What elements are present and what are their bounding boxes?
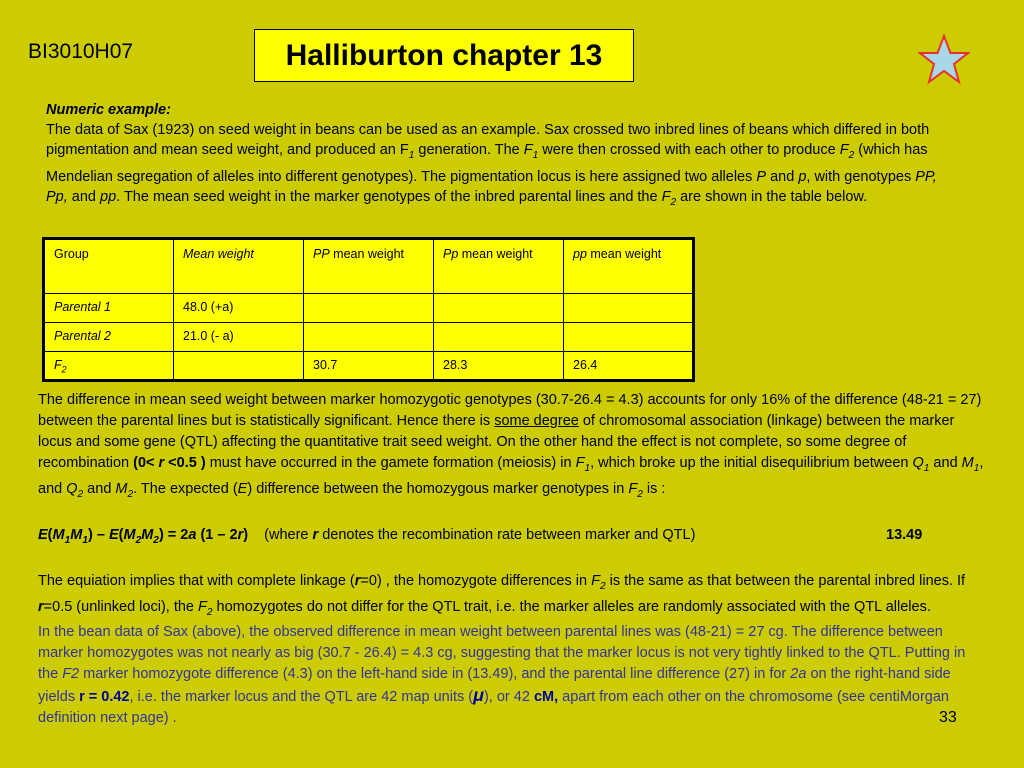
table-row [44, 323, 694, 352]
equation-line: $E(M_1M_1) - E(M_2M_2) = 2a$ (1 – 2r) (where r denotes the recombination rate between marker and QTL) 13.49 [38, 526, 923, 546]
table-cell: 26.4 [564, 352, 694, 381]
header-pp-lower: pp mean weight [564, 239, 694, 294]
page-number: 33 [939, 709, 957, 726]
intro-heading: Numeric example: [46, 102, 171, 118]
table-cell [304, 294, 434, 323]
header-mean-weight: Mean weight [174, 239, 304, 294]
title-box [254, 29, 634, 82]
table-row [44, 294, 694, 323]
table-cell: Parental 1 [44, 294, 174, 323]
page-title: Halliburton chapter 13 [285, 39, 603, 72]
table-cell: 21.0 (- a) [174, 323, 304, 352]
course-code: BI3010H07 [28, 40, 134, 63]
table-cell [174, 352, 304, 381]
data-table [42, 237, 695, 382]
table-cell: 28.3 [434, 352, 564, 381]
table-cell [304, 323, 434, 352]
header-group: Group [44, 239, 174, 294]
table-cell [434, 323, 564, 352]
table-header-row [44, 239, 694, 294]
main-text [38, 390, 988, 729]
equation-number: 13.49 [886, 526, 923, 543]
table-cell: 48.0 (+a) [174, 294, 304, 323]
star-icon [918, 34, 970, 86]
table-cell: $F_2$ [44, 352, 174, 381]
table-cell [564, 323, 694, 352]
table-cell: Parental 2 [44, 323, 174, 352]
paragraph-bean-data: In the bean data of Sax (above), the observed difference in mean weight between parental lines was (48-21) = 27 cg. The difference between marker homozygotes was not nearly as big (30.7 - 26.4) = 4.3 cg, suggesting that the marker locus is not very tightly linked to the QTL. Putting in the F2 marker homozygote difference (4.3) on the left-hand side in (13.49), and the parental line difference (27) in for 2a on the right-hand side yields r = 0.42, i.e. the marker locus and the QTL are 42 map units (μ), or 42 cM, apart from each other on the chromosome (see centiMorgan definition next page) . [38, 624, 966, 727]
table-cell: 30.7 [304, 352, 434, 381]
paragraph-linkage: The difference in mean seed weight between marker homozygotic genotypes (30.7-26.4 = 4.3) accounts for only 16% of the difference (48-21 = 27) between the parental lines but is statistically significant. Hence there is some degree of chromosomal association (linkage) between the marker locus and some gene (QTL) affecting the quantitative trait seed weight. On the other hand the effect is not complete, so some degree of recombination (0< r <0.5 ) must have occurred in the gamete formation (meiosis) in $F_1$, which broke up the initial disequilibrium between $Q_1$ and $M_1$, and $Q_2$ and $M_2$. The expected (E) difference between the homozygous marker genotypes in $F_2$ is : [38, 392, 984, 500]
table-row [44, 352, 694, 381]
paragraph-implication: The equiation implies that with complete linkage (r=0) , the homozygote differences in $F_2$ is the same as that between the parental inbred lines. If r=0.5 (unlinked loci), the $F_2$ homozygotes do not differ for the QTL trait, i.e. the marker alleles are randomly associated with the QTL alleles. [38, 572, 966, 618]
header-pp-upper: PP mean weight [304, 239, 434, 294]
header-pp-hetero: Pp mean weight [434, 239, 564, 294]
table-cell [434, 294, 564, 323]
intro-paragraph: Numeric example: The data of Sax (1923) on seed weight in beans can be used as an example. Sax crossed two inbred lines of beans which differed in both pigmentation and mean seed weight, and produced an $F_1$ generation. The $F_1$ were then crossed with each other to produce $F_2$ (which has Mendelian segregation of alleles into different genotypes). The pigmentation locus is here assigned two alleles P and p, with genotypes PP, Pp, and pp. The mean seed weight in the marker genotypes of the inbred parental lines and the $F_2$ are shown in the table below. [46, 100, 946, 213]
table-cell [564, 294, 694, 323]
